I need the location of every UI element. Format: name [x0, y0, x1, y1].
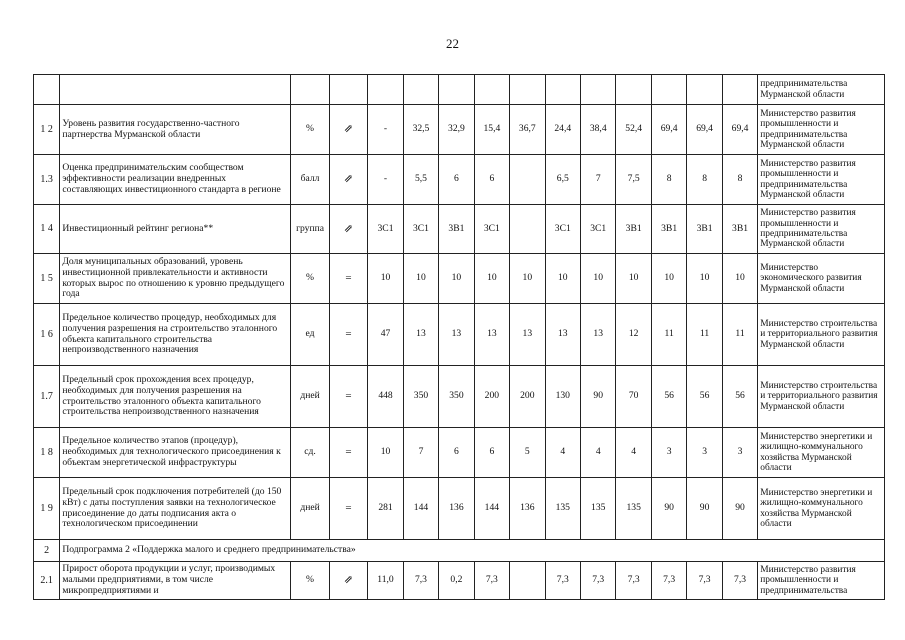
value-cell: 10: [403, 254, 438, 304]
subprogram-row: [34, 540, 885, 562]
responsible-cell: предпринимательства Мурманской области: [758, 75, 885, 105]
value-cell: 13: [510, 304, 545, 366]
value-cell: 38,4: [581, 105, 616, 155]
value-cell: 7,3: [545, 562, 580, 600]
value-cell: 3В1: [616, 205, 651, 254]
value-cell: 15,4: [474, 105, 509, 155]
value-cell: 7,3: [687, 562, 722, 600]
value-cell: 3С1: [474, 205, 509, 254]
value-cell: 47: [368, 304, 403, 366]
value-cell: 69,4: [687, 105, 722, 155]
responsible-cell: Министерство энергетики и жилищно-коммунального хозяйства Мурманской области: [758, 428, 885, 478]
value-cell: 4: [616, 428, 651, 478]
value-cell: 4: [581, 428, 616, 478]
responsible-cell: Министерство строительства и территориального развития Мурманской области: [758, 366, 885, 428]
value-cell: 6: [439, 428, 474, 478]
trend-icon: =: [329, 428, 367, 478]
value-cell: 56: [651, 366, 686, 428]
value-cell: [368, 75, 403, 105]
table-row: [34, 366, 885, 428]
row-number: 1 2: [34, 105, 60, 155]
indicator-name: Инвестиционный рейтинг региона**: [60, 205, 291, 254]
row-number: 1 4: [34, 205, 60, 254]
value-cell: 6: [474, 428, 509, 478]
value-cell: 10: [368, 428, 403, 478]
value-cell: 3В1: [722, 205, 757, 254]
trend-icon: ⇗: [329, 205, 367, 254]
value-cell: 90: [651, 478, 686, 540]
table-body: [34, 75, 885, 600]
indicators-table: [33, 74, 885, 600]
value-cell: 135: [616, 478, 651, 540]
row-number: 1.7: [34, 366, 60, 428]
value-cell: 11: [651, 304, 686, 366]
value-cell: [510, 562, 545, 600]
value-cell: 3С1: [581, 205, 616, 254]
value-cell: 10: [510, 254, 545, 304]
value-cell: 10: [474, 254, 509, 304]
value-cell: 90: [581, 366, 616, 428]
value-cell: 10: [581, 254, 616, 304]
value-cell: 7,3: [651, 562, 686, 600]
value-cell: 135: [581, 478, 616, 540]
value-cell: 7,3: [474, 562, 509, 600]
value-cell: 36,7: [510, 105, 545, 155]
value-cell: 136: [439, 478, 474, 540]
indicator-name: Прирост оборота продукции и услуг, производимых малыми предприятиями, в том числе микропредприятиями и: [60, 562, 291, 600]
value-cell: 8: [651, 155, 686, 205]
indicator-name: Предельное количество процедур, необходимых для получения разрешения на строительство эталонного объекта капитального строительства непроизводственного назначения: [60, 304, 291, 366]
responsible-cell: Министерство развития промышленности и предпринимательства Мурманской области: [758, 205, 885, 254]
trend-icon: ⇗: [329, 155, 367, 205]
row-number: 2.1: [34, 562, 60, 600]
value-cell: [439, 75, 474, 105]
value-cell: 200: [510, 366, 545, 428]
table-row: [34, 254, 885, 304]
value-cell: 200: [474, 366, 509, 428]
value-cell: 11: [722, 304, 757, 366]
indicator-name: Предельный срок прохождения всех процедур, необходимых для получения разрешения на строительство эталонного объекта капитального строительства непроизводственного назначения: [60, 366, 291, 428]
unit-cell: дней: [291, 478, 329, 540]
value-cell: 136: [510, 478, 545, 540]
unit-cell: балл: [291, 155, 329, 205]
value-cell: [545, 75, 580, 105]
value-cell: 70: [616, 366, 651, 428]
value-cell: 0,2: [439, 562, 474, 600]
table-row: [34, 75, 885, 105]
value-cell: 32,5: [403, 105, 438, 155]
responsible-cell: Министерство строительства и территориального развития Мурманской области: [758, 304, 885, 366]
value-cell: 350: [403, 366, 438, 428]
trend-icon: ⇗: [329, 562, 367, 600]
value-cell: 350: [439, 366, 474, 428]
value-cell: 13: [439, 304, 474, 366]
trend-icon: ⇗: [329, 105, 367, 155]
table-row: [34, 428, 885, 478]
indicator-name: Уровень развития государственно-частного партнерства Мурманской области: [60, 105, 291, 155]
value-cell: 3С1: [403, 205, 438, 254]
value-cell: 52,4: [616, 105, 651, 155]
row-number: 1 9: [34, 478, 60, 540]
value-cell: 6: [474, 155, 509, 205]
responsible-cell: Министерство развития промышленности и предпринимательства Мурманской области: [758, 155, 885, 205]
value-cell: 135: [545, 478, 580, 540]
unit-cell: %: [291, 105, 329, 155]
value-cell: 90: [722, 478, 757, 540]
trend-icon: =: [329, 304, 367, 366]
unit-cell: ед: [291, 304, 329, 366]
responsible-cell: Министерство развития промышленности и предпринимательства: [758, 562, 885, 600]
value-cell: 8: [722, 155, 757, 205]
indicator-name: Предельный срок подключения потребителей (до 150 кВт) с даты поступления заявки на технологическое присоединение до даты подписания акта о технологическом присоединении: [60, 478, 291, 540]
row-number: 1.3: [34, 155, 60, 205]
row-number: 1 8: [34, 428, 60, 478]
value-cell: 13: [403, 304, 438, 366]
indicator-name: Доля муниципальных образований, уровень инвестиционной привлекательности и активности которых вырос по отношению к уровню предыдущего года: [60, 254, 291, 304]
trend-icon: [329, 75, 367, 105]
value-cell: 3: [722, 428, 757, 478]
value-cell: 281: [368, 478, 403, 540]
table-row: [34, 478, 885, 540]
value-cell: [403, 75, 438, 105]
responsible-cell: Министерство развития промышленности и предпринимательства Мурманской области: [758, 105, 885, 155]
value-cell: 3: [687, 428, 722, 478]
value-cell: [510, 75, 545, 105]
row-number: 1 5: [34, 254, 60, 304]
responsible-cell: Министерство энергетики и жилищно-коммунального хозяйства Мурманской области: [758, 478, 885, 540]
indicator-name: Предельное количество этапов (процедур), необходимых для технологического присоединения к объектам энергетической инфраструктуры: [60, 428, 291, 478]
responsible-cell: Министерство экономического развития Мурманской области: [758, 254, 885, 304]
value-cell: 32,9: [439, 105, 474, 155]
value-cell: 69,4: [722, 105, 757, 155]
value-cell: 11,0: [368, 562, 403, 600]
value-cell: 7,3: [616, 562, 651, 600]
value-cell: 448: [368, 366, 403, 428]
value-cell: 3: [651, 428, 686, 478]
value-cell: 10: [687, 254, 722, 304]
value-cell: 7,3: [722, 562, 757, 600]
trend-icon: =: [329, 478, 367, 540]
table-row: [34, 105, 885, 155]
value-cell: 6: [439, 155, 474, 205]
trend-icon: =: [329, 366, 367, 428]
value-cell: [722, 75, 757, 105]
value-cell: 56: [722, 366, 757, 428]
unit-cell: [291, 75, 329, 105]
value-cell: [581, 75, 616, 105]
value-cell: -: [368, 105, 403, 155]
value-cell: 10: [368, 254, 403, 304]
unit-cell: дней: [291, 366, 329, 428]
value-cell: 13: [545, 304, 580, 366]
value-cell: [510, 155, 545, 205]
unit-cell: %: [291, 254, 329, 304]
value-cell: 10: [439, 254, 474, 304]
unit-cell: группа: [291, 205, 329, 254]
value-cell: [616, 75, 651, 105]
value-cell: 10: [651, 254, 686, 304]
value-cell: 144: [403, 478, 438, 540]
value-cell: 6,5: [545, 155, 580, 205]
unit-cell: сд.: [291, 428, 329, 478]
value-cell: 10: [722, 254, 757, 304]
value-cell: [510, 205, 545, 254]
table-row: [34, 155, 885, 205]
value-cell: 130: [545, 366, 580, 428]
value-cell: 8: [687, 155, 722, 205]
value-cell: 24,4: [545, 105, 580, 155]
value-cell: 7: [403, 428, 438, 478]
value-cell: 3С1: [368, 205, 403, 254]
value-cell: [651, 75, 686, 105]
subprogram-title: Подпрограмма 2 «Поддержка малого и среднего предпринимательства»: [60, 540, 885, 562]
value-cell: 5,5: [403, 155, 438, 205]
value-cell: 69,4: [651, 105, 686, 155]
value-cell: 13: [474, 304, 509, 366]
value-cell: 7,3: [403, 562, 438, 600]
value-cell: 144: [474, 478, 509, 540]
value-cell: 3В1: [439, 205, 474, 254]
row-number: [34, 75, 60, 105]
value-cell: 7,5: [616, 155, 651, 205]
value-cell: 12: [616, 304, 651, 366]
value-cell: 56: [687, 366, 722, 428]
value-cell: 3С1: [545, 205, 580, 254]
indicator-name: [60, 75, 291, 105]
table-row: [34, 205, 885, 254]
value-cell: [474, 75, 509, 105]
page-number: 22: [446, 36, 459, 51]
value-cell: 3В1: [651, 205, 686, 254]
value-cell: 11: [687, 304, 722, 366]
value-cell: 90: [687, 478, 722, 540]
value-cell: [687, 75, 722, 105]
table-row: [34, 304, 885, 366]
value-cell: 10: [616, 254, 651, 304]
table-row: [34, 562, 885, 600]
value-cell: 5: [510, 428, 545, 478]
row-number: 2: [34, 540, 60, 562]
indicator-name: Оценка предпринимательским сообществом эффективности реализации внедренных составляющих инвестиционного стандарта в регионе: [60, 155, 291, 205]
value-cell: 13: [581, 304, 616, 366]
value-cell: 7: [581, 155, 616, 205]
value-cell: 10: [545, 254, 580, 304]
unit-cell: %: [291, 562, 329, 600]
value-cell: -: [368, 155, 403, 205]
row-number: 1 6: [34, 304, 60, 366]
value-cell: 4: [545, 428, 580, 478]
trend-icon: =: [329, 254, 367, 304]
value-cell: 7,3: [581, 562, 616, 600]
value-cell: 3В1: [687, 205, 722, 254]
